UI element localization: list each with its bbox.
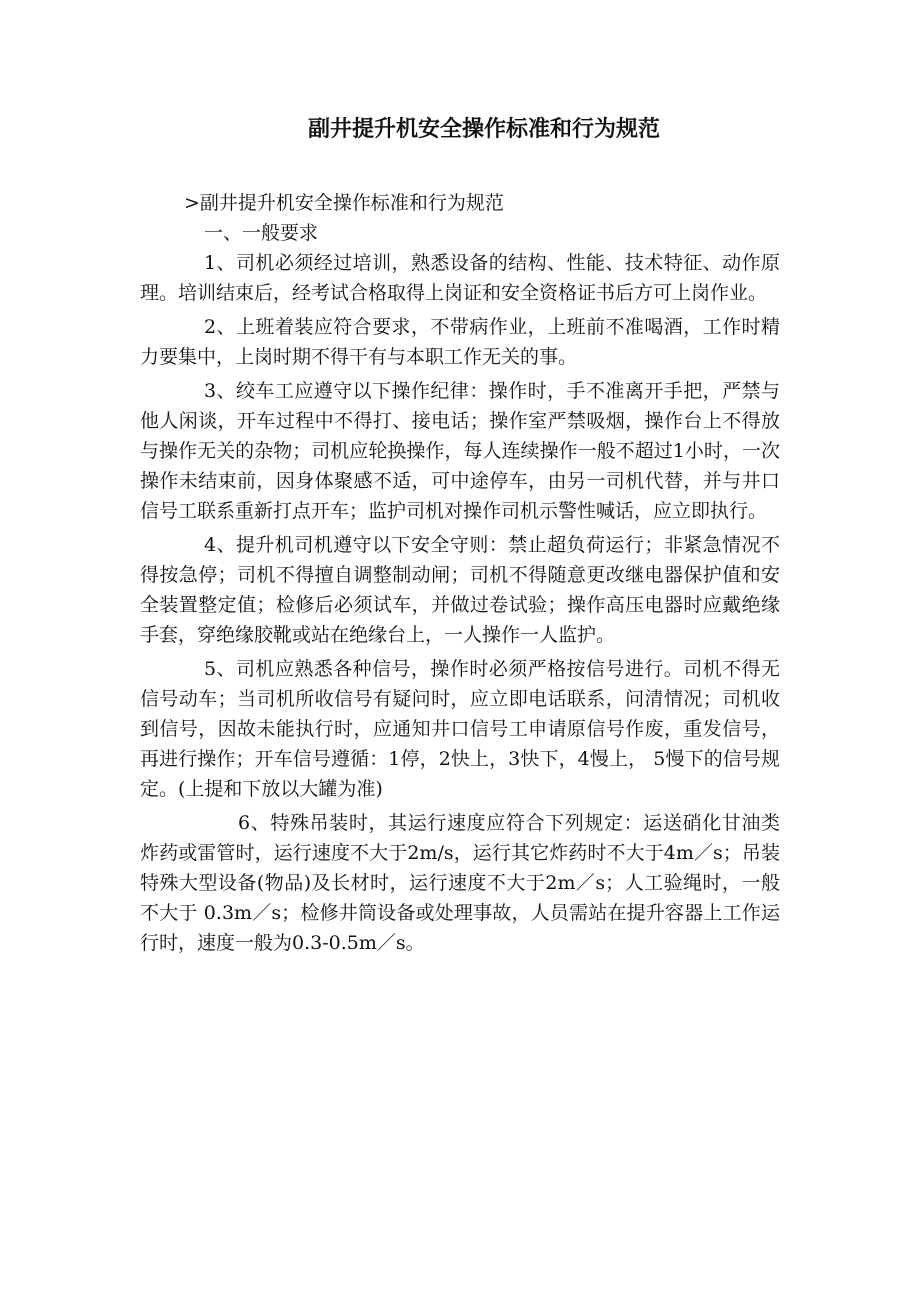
paragraph-1: 1、司机必须经过培训，熟悉设备的结构、性能、技术特征、动作原理。培训结束后，经考试合格取得上岗证和安全资格证书后方可上岗作业。 (140, 252, 780, 304)
paragraph-2: 2、上班着装应符合要求，不带病作业，上班前不准喝酒，工作时精力要集中，上岗时期不得干有与本职工作无关的事。 (140, 316, 780, 368)
paragraph-4: 4、提升机司机遵守以下安全守则：禁止超负荷运行；非紧急情况不得按急停；司机不得擅自调整制动闸；司机不得随意更改继电器保护值和安全装置整定值；检修后必须试车，并做过卷试验；操作高压电器时应戴绝缘手套，穿绝缘胶靴或站在绝缘台上，一人操作一人监护。 (140, 534, 780, 646)
subtitle-line: >副井提升机安全操作标准和行为规范 (184, 192, 504, 214)
paragraph-5: 5、司机应熟悉各种信号，操作时必须严格按信号进行。司机不得无信号动车；当司机所收信号有疑问时，应立即电话联系，问清情况；司机收到信号，因故未能执行时，应通知井口信号工申请原信号作废，重发信号，再进行操作；开车信号遵循：1停，2快上，3快下，4慢上， 5慢下的信号规定。(上提和下放以大罐为准) (140, 658, 780, 800)
paragraph-6: 6、特殊吊装时，其运行速度应符合下列规定：运送硝化甘油类炸药或雷管时，运行速度不大于2m/s，运行其它炸药时不大于4m／s；吊装特殊大型设备(物品)及长材时，运行速度不大于2m／s；人工验绳时，一般不大于 0.3m／s；检修井筒设备或处理事故，人员需站在提升容器上工作运行时，速度一般为0.3-0.5m／s。 (140, 812, 780, 954)
paragraph-3: 3、绞车工应遵守以下操作纪律：操作时，手不准离开手把，严禁与他人闲谈，开车过程中不得打、接电话；操作室严禁吸烟，操作台上不得放与操作无关的杂物；司机应轮换操作，每人连续操作一般不超过1小时，一次操作未结束前，因身体聚感不适，可中途停车，由另一司机代替，并与井口信号工联系重新打点开车；监护司机对操作司机示警性喊话，应立即执行。 (140, 380, 780, 522)
document-title: 副井提升机安全操作标准和行为规范 (307, 117, 660, 142)
section-heading: 一、一般要求 (204, 222, 319, 244)
document-body (140, 188, 780, 958)
